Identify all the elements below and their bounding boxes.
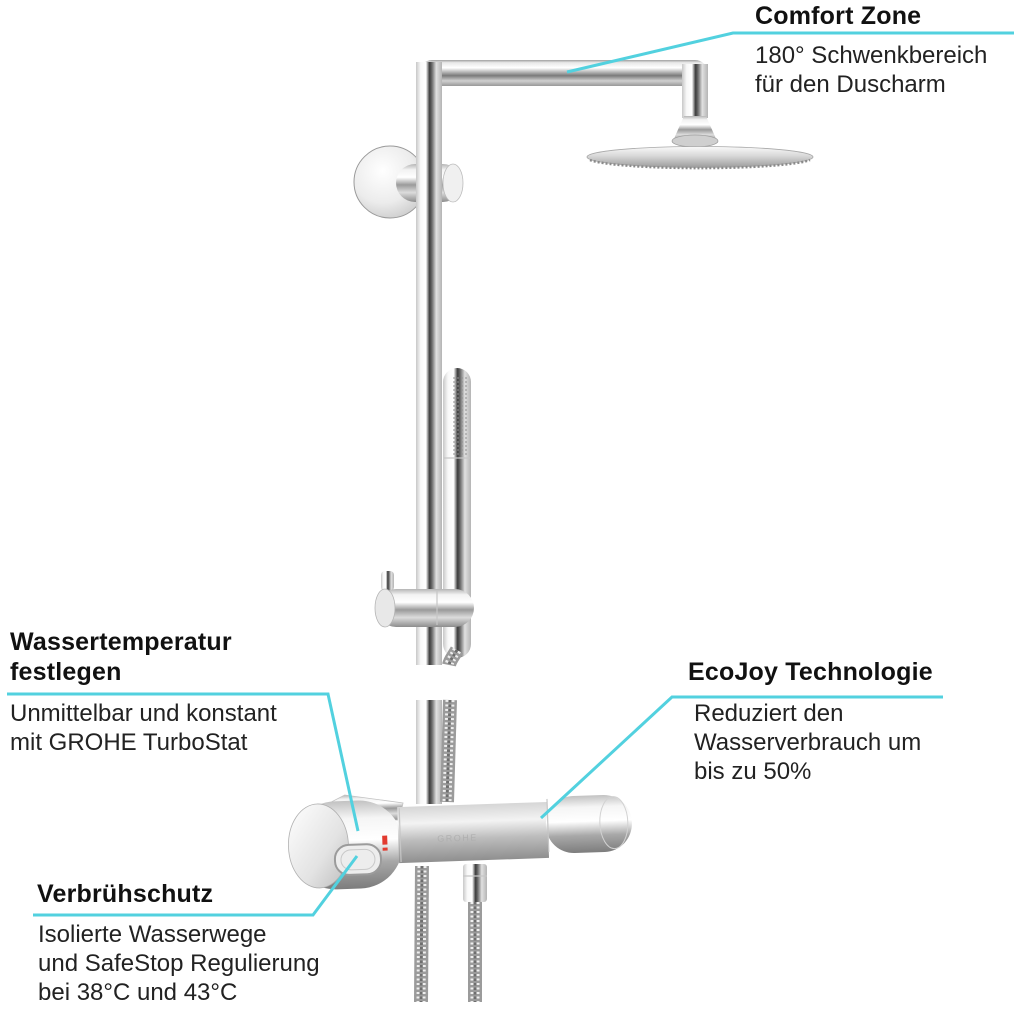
hand-shower-spray-face <box>452 376 468 456</box>
wassertemperatur-body-line: Unmittelbar und konstant <box>10 700 277 727</box>
verbruehschutz-body-line: bei 38°C und 43°C <box>38 979 238 1006</box>
comfort-zone-body-line: 180° Schwenkbereich <box>755 42 988 69</box>
thermostat-valve <box>287 785 634 891</box>
annotation-wassertemperatur-body <box>10 699 277 757</box>
annotation-verbruehschutz <box>37 879 213 909</box>
temperature-red-marker <box>382 836 388 851</box>
slider-knob <box>381 571 394 591</box>
ecojoy-body-line: Wasserverbrauch um <box>694 729 922 756</box>
shower-rail <box>416 62 442 804</box>
verbruehschutz-body-line: Isolierte Wasserwege <box>38 921 267 948</box>
wassertemperatur-title-line: Wassertemperatur <box>10 628 232 656</box>
rain-shower-head <box>587 147 813 169</box>
wall-mount <box>354 146 463 218</box>
annotation-wassertemperatur <box>10 627 232 687</box>
verbruehschutz-body-line: und SafeStop Regulierung <box>38 950 320 977</box>
wassertemperatur-body-line: mit GROHE TurboStat <box>10 729 248 756</box>
safestop-button <box>334 844 381 876</box>
shower-hose-mid <box>447 700 450 802</box>
wassertemperatur-title-line: festlegen <box>10 658 122 686</box>
temperature-knob <box>287 799 404 891</box>
annotation-comfort-zone-body <box>755 41 987 99</box>
hose-connector-nut <box>463 864 487 902</box>
ecojoy-title: EcoJoy Technologie <box>688 658 933 686</box>
comfort-zone-title: Comfort Zone <box>755 2 922 30</box>
verbruehschutz-title: Verbrühschutz <box>37 880 214 908</box>
shower-hose-upper <box>449 650 457 665</box>
shower-hose-lower-right <box>463 864 487 1002</box>
annotation-ecojoy <box>688 657 933 687</box>
annotation-comfort-zone <box>755 1 921 31</box>
comfort-zone-body-line: für den Duscharm <box>755 71 946 98</box>
shower-hose-lower-left <box>421 866 422 1002</box>
ecojoy-body-line: bis zu 50% <box>694 758 812 785</box>
ecojoy-body-line: Reduziert den <box>694 700 844 727</box>
valve-logo: GROHE <box>437 832 478 844</box>
annotation-verbruehschutz-body <box>38 920 320 1007</box>
annotation-ecojoy-body <box>694 699 921 786</box>
